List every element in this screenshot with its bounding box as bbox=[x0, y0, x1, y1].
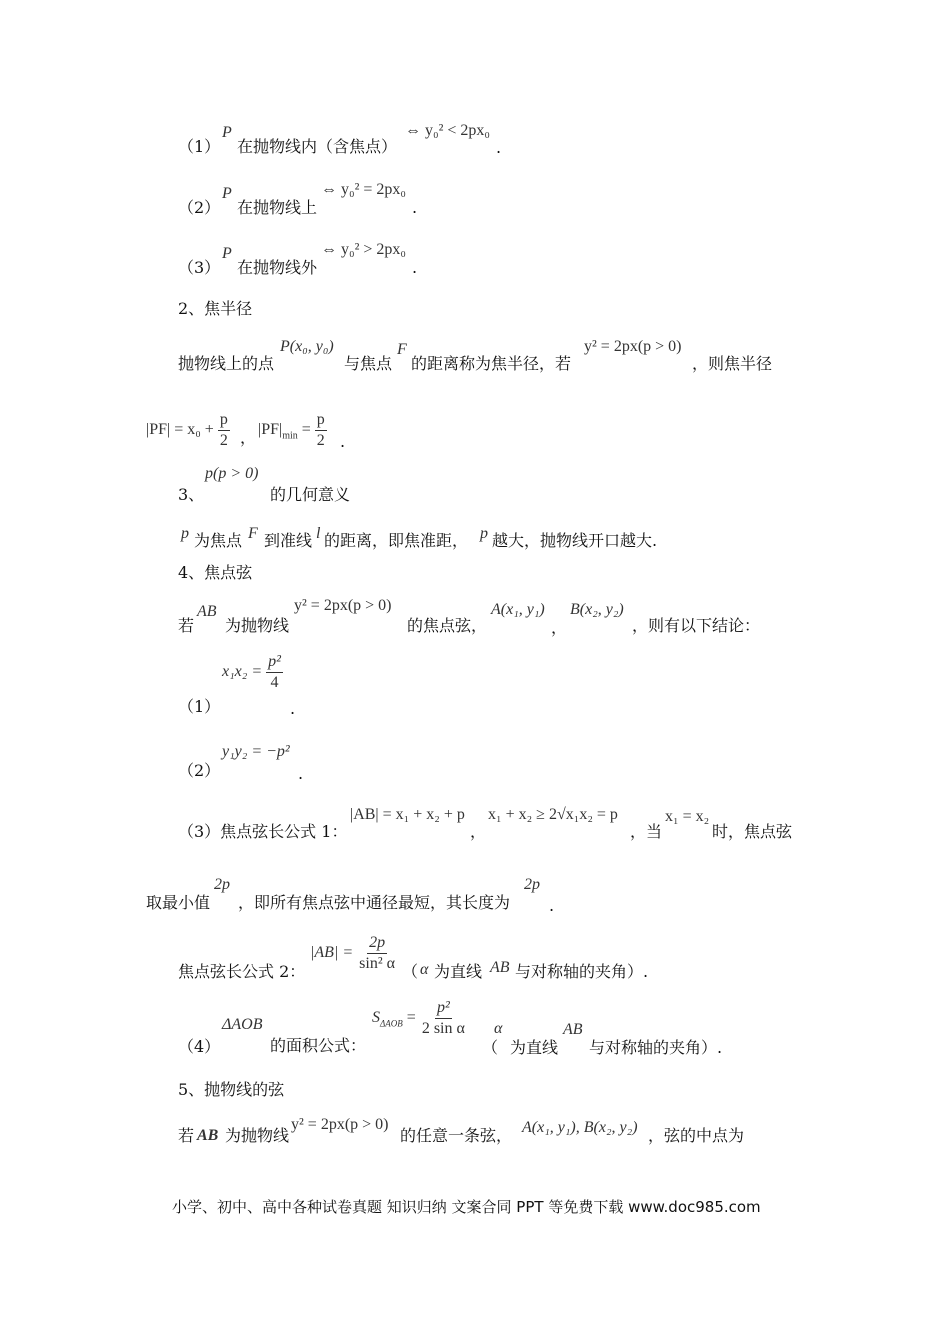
item-2-var: P bbox=[222, 185, 232, 202]
focal-radius-min-formula bbox=[258, 410, 327, 451]
c3-text-3: 时，焦点弦 bbox=[712, 822, 793, 841]
section-2-heading: 2、焦半径 bbox=[178, 299, 253, 318]
item-3-text: 在抛物线外 bbox=[237, 258, 318, 277]
f2-text-2: 为直线 bbox=[434, 962, 483, 981]
c3-math-1: |AB| = x₁ + x₂ + p bbox=[350, 806, 465, 823]
s3-text-4: 越大，抛物线开口越大. bbox=[492, 531, 658, 550]
formula-separator: ， bbox=[240, 428, 257, 447]
item-3-end: . bbox=[412, 258, 418, 277]
s4-text-5: ，则有以下结论： bbox=[632, 616, 761, 635]
item-1-end: . bbox=[496, 138, 502, 157]
s4-math-ab: AB bbox=[197, 603, 217, 620]
c4-text: 的面积公式： bbox=[270, 1036, 367, 1055]
formula-left: x₁x₂ = bbox=[222, 663, 263, 681]
s5-math-ab: AB bbox=[197, 1127, 219, 1144]
page-footer: 小学、初中、高中各种试卷真题 知识归纳 文案合同 PPT 等免费下载 www.doc985.com bbox=[172, 1198, 761, 1216]
c3-end: . bbox=[549, 896, 555, 915]
equals-sign: = bbox=[406, 1009, 416, 1027]
f2-text-1: （ bbox=[402, 962, 419, 981]
s4-text-4: ， bbox=[551, 618, 568, 637]
c4-text-2: 为直线 bbox=[510, 1038, 559, 1057]
item-3-math: ⇔ y₀² > 2px₀ bbox=[321, 241, 406, 258]
denominator: 2 bbox=[316, 432, 325, 449]
fraction bbox=[266, 652, 283, 693]
item-3-label: （3） bbox=[178, 258, 221, 277]
item-2-label: （2） bbox=[178, 198, 221, 217]
fraction bbox=[357, 933, 397, 974]
s3-text-1: 为焦点 bbox=[194, 531, 243, 550]
c4-text-1: （ bbox=[482, 1038, 499, 1057]
denominator: 2 bbox=[219, 432, 228, 449]
formula-left: |PF| = x₀ + bbox=[146, 421, 214, 439]
item-2-math: ⇔ y₀² = 2px₀ bbox=[321, 181, 406, 198]
item-3-var: P bbox=[222, 245, 232, 262]
c2-end: . bbox=[298, 764, 304, 783]
s4-text-3: 的焦点弦， bbox=[407, 616, 488, 635]
numerator: 2p bbox=[367, 933, 387, 954]
formula-end: . bbox=[340, 432, 346, 451]
c1-formula bbox=[222, 652, 283, 693]
s2-text-2: 与焦点 bbox=[344, 354, 393, 373]
section-3-heading: 的几何意义 bbox=[270, 485, 351, 504]
item-1-label: （1） bbox=[178, 137, 221, 156]
s5-text-1: 若 bbox=[178, 1126, 195, 1145]
section-4-heading: 4、焦点弦 bbox=[178, 563, 253, 582]
fraction bbox=[218, 410, 230, 451]
item-1-var: P bbox=[222, 124, 232, 141]
c3-math-3: x₁ = x₂ bbox=[665, 808, 710, 825]
s2-math-point: P(x₀, y₀) bbox=[280, 338, 334, 355]
c4-math-triangle: ΔAOB bbox=[222, 1016, 263, 1033]
c4-text-3: 与对称轴的夹角）. bbox=[589, 1038, 723, 1057]
s4-text-1: 若 bbox=[178, 616, 195, 635]
c2-label: （2） bbox=[178, 761, 221, 780]
s3-math-p: p bbox=[181, 525, 189, 542]
s2-text-1: 抛物线上的点 bbox=[178, 354, 275, 373]
f2-math-alpha: α bbox=[420, 961, 429, 978]
f2-formula bbox=[310, 933, 397, 974]
section-5-heading: 5、抛物线的弦 bbox=[178, 1080, 285, 1099]
item-1-math: ⇔ y₀² < 2px₀ bbox=[405, 122, 490, 139]
s3-text-2: 到准线 bbox=[264, 531, 313, 550]
denominator: 2 sin α bbox=[421, 1020, 465, 1037]
s5-math-parabola: y² = 2px(p > 0) bbox=[291, 1116, 389, 1133]
s2-math-parabola: y² = 2px(p > 0) bbox=[584, 338, 682, 355]
c3-text-2: ，当 bbox=[630, 822, 663, 841]
equals-sign: = bbox=[301, 421, 311, 439]
s2-text-3: 的距离称为焦半径，若 bbox=[411, 354, 572, 373]
s5-math-points: A(x₁, y₁), B(x₂, y₂) bbox=[522, 1119, 638, 1136]
s3-text-3: 的距离，即焦准距， bbox=[324, 531, 469, 550]
c1-label: （1） bbox=[178, 697, 221, 716]
formula-left: |PF| bbox=[258, 421, 283, 439]
numerator: p bbox=[315, 410, 327, 431]
section-3-math: p(p > 0) bbox=[205, 465, 259, 482]
s4-math-point-a: A(x₁, y₁) bbox=[491, 601, 545, 618]
c3-text: （3）焦点弦长公式 1： bbox=[178, 822, 348, 841]
f2-text-3: 与对称轴的夹角）. bbox=[515, 962, 649, 981]
s3-math-p2: p bbox=[480, 525, 488, 542]
c3-math-4: 2p bbox=[214, 876, 230, 893]
c2-math: y₁y₂ = −p² bbox=[222, 743, 290, 760]
s5-text-4: ，弦的中点为 bbox=[648, 1126, 745, 1145]
item-1-text: 在抛物线内（含焦点） bbox=[237, 137, 398, 156]
focal-radius-formula bbox=[146, 410, 230, 451]
c4-math-ab: AB bbox=[563, 1021, 583, 1038]
s5-text-2: 为抛物线 bbox=[225, 1126, 290, 1145]
numerator: p² bbox=[435, 998, 452, 1019]
s4-math-parabola: y² = 2px(p > 0) bbox=[294, 597, 392, 614]
numerator: p bbox=[218, 410, 230, 431]
s4-math-point-b: B(x₂, y₂) bbox=[570, 601, 624, 618]
section-3-number: 3、 bbox=[178, 485, 205, 504]
f2-math-ab: AB bbox=[490, 959, 510, 976]
fraction bbox=[420, 998, 467, 1039]
subscript: ΔAOB bbox=[380, 1018, 403, 1029]
s2-math-focus: F bbox=[397, 341, 407, 358]
s3-math-f: F bbox=[248, 525, 258, 542]
formula-left: |AB| = bbox=[310, 944, 354, 962]
c3-math-2: x₁ + x₂ ≥ 2√x₁x₂ = p bbox=[488, 806, 618, 823]
c3-text-4: 取最小值 bbox=[146, 893, 211, 912]
c3-sep: ， bbox=[470, 822, 487, 841]
item-2-text: 在抛物线上 bbox=[237, 198, 318, 217]
denominator: 4 bbox=[270, 674, 279, 691]
formula-left: S bbox=[372, 1009, 380, 1027]
c4-formula bbox=[372, 998, 467, 1039]
s5-text-3: 的任意一条弦， bbox=[400, 1126, 513, 1145]
c3-math-5: 2p bbox=[524, 876, 540, 893]
subscript: min bbox=[282, 430, 298, 442]
c1-end: . bbox=[290, 699, 296, 718]
c4-label: （4） bbox=[178, 1037, 221, 1056]
denominator: sin² α bbox=[359, 955, 395, 972]
numerator: p² bbox=[266, 652, 283, 673]
fraction bbox=[315, 410, 327, 451]
f2-text: 焦点弦长公式 2： bbox=[178, 962, 306, 981]
c3-text-5: ，即所有焦点弦中通径最短，其长度为 bbox=[238, 893, 511, 912]
s4-text-2: 为抛物线 bbox=[225, 616, 290, 635]
s3-math-l: l bbox=[316, 525, 321, 542]
c4-math-alpha: α bbox=[494, 1020, 503, 1037]
item-2-end: . bbox=[412, 198, 418, 217]
s2-text-4: ，则焦半径 bbox=[692, 354, 773, 373]
